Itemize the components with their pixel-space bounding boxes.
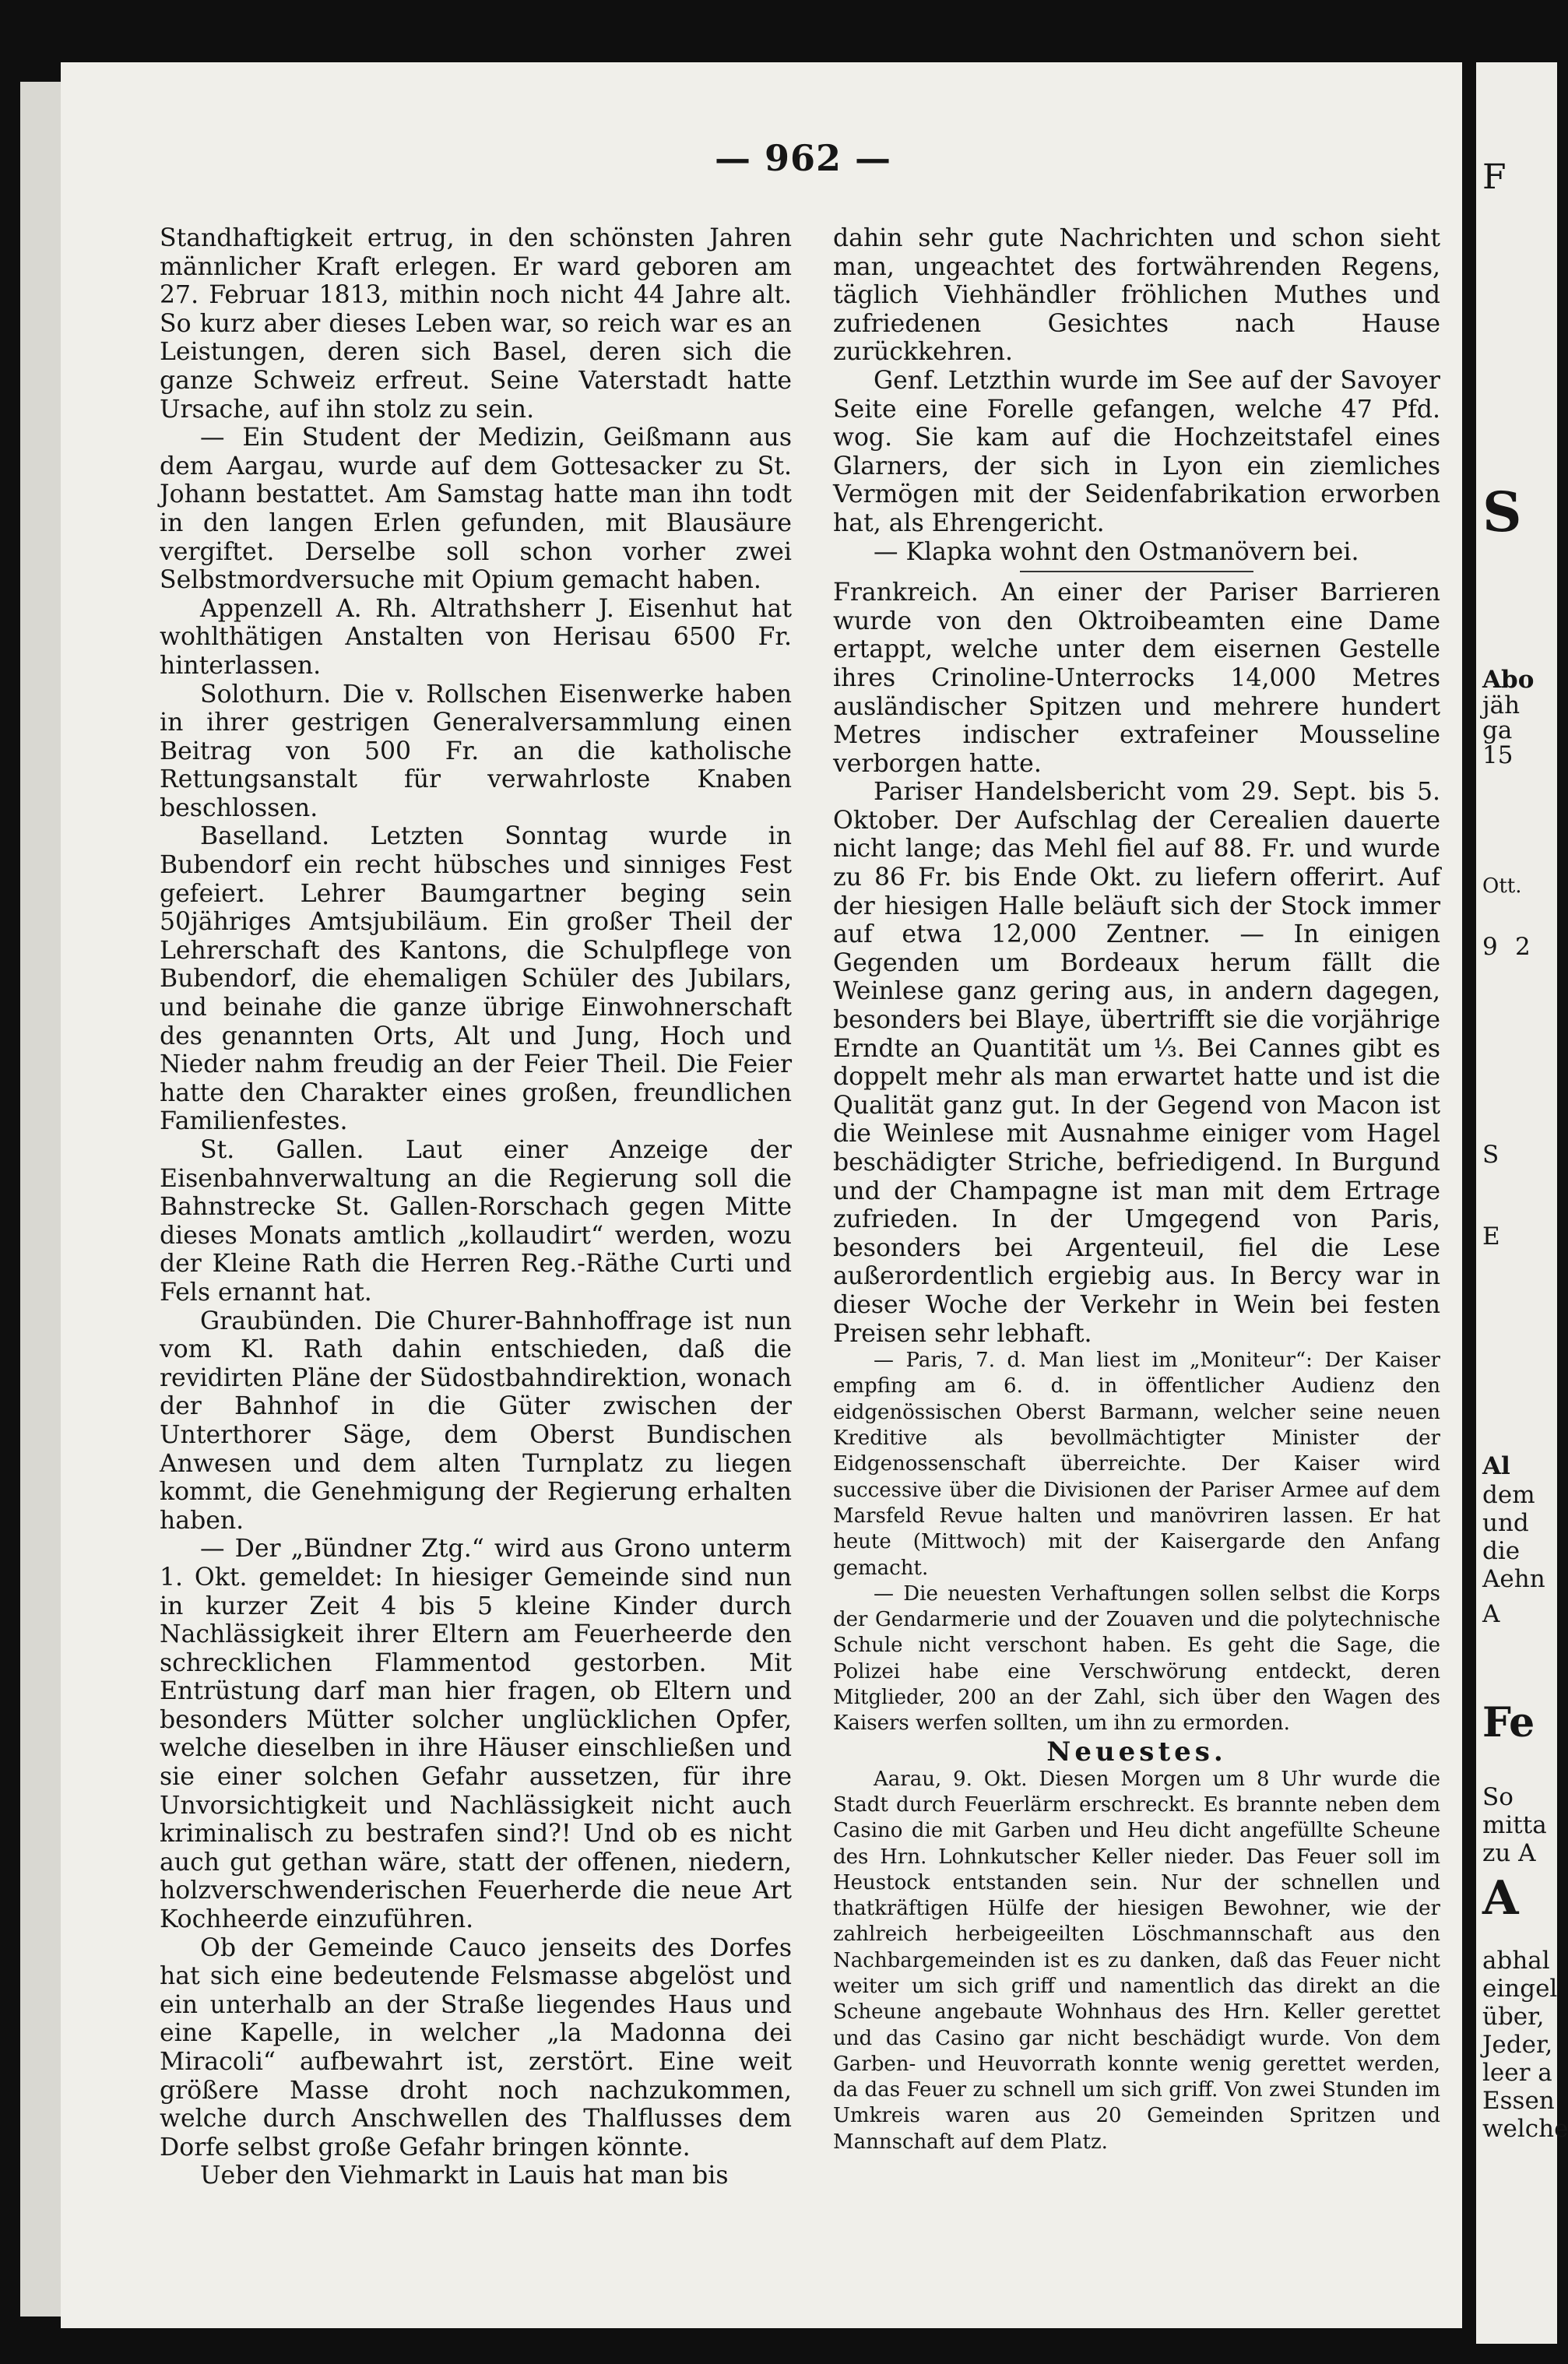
adjacent-page [1476, 62, 1568, 2344]
adjacent-fragment: Ott. [1482, 874, 1522, 898]
right-column [833, 224, 1440, 2155]
adjacent-fragment: eingel [1482, 1975, 1558, 2003]
adjacent-fragment: die [1482, 1537, 1521, 1565]
paragraph: Appenzell A. Rh. Altrathsherr J. Eisenhut hat wohlthätigen Anstalten von Herisau 6500 Fr. hinterlassen. [160, 594, 792, 680]
paragraph: Genf. Letzthin wurde im See auf der Savoyer Seite eine Forelle gefangen, welche 47 Pfd. wog. Sie kam auf die Hochzeitstafel eines Glarners, der sich in Lyon ein ziemliches Vermögen mit der Seidenfabrikation erworben hat, als Ehrengericht. [833, 366, 1440, 537]
adjacent-fragment: mitta [1482, 1811, 1547, 1839]
paragraph: Ob der Gemeinde Cauco jenseits des Dorfes hat sich eine bedeutende Felsmasse abgelöst und ein unterhalb an der Straße liegendes Haus und eine Kapelle, in welcher „la Madonna dei Miracoli“ aufbewahrt ist, zerstört. Eine weit größere Masse droht noch nachzukommen, welche durch Anschwellen des Thalflusses dem Dorfe selbst große Gefahr bringen könnte. [160, 1933, 792, 2162]
paragraph: — Der „Bündner Ztg.“ wird aus Grono unterm 1. Okt. gemeldet: In hiesiger Gemeinde sind nun in kurzer Zeit 4 bis 5 kleine Kinder durch Nachlässigkeit ihrer Eltern am Feuerheerde den schrecklichen Flammentod gestorben. Mit Entrüstung darf man hier fragen, ob Eltern und besonders Mütter solcher unglücklichen Opfer, welche dieselben in ihre Häuser einschließen und sie einer solchen Gefahr aussetzen, für ihre Unvorsichtigkeit und Nachlässigkeit nicht auch kriminalisch zu bestrafen sind?! Und ob es nicht auch gut gethan wäre, statt der offenen, niedern, holzverschwenderischen Feuerherde die neue Art Kochheerde einzuführen. [160, 1535, 792, 1934]
paragraph: — Paris, 7. d. Man liest im „Moniteur“: Der Kaiser empfing am 6. d. in öffentlicher Audienz den eidgenössischen Oberst Barmann, welcher seine neuen Kreditive als bevollmächtigter Minister der Eidgenossenschaft überreichte. Der Kaiser wird successive über die Divisionen der Pariser Armee auf dem Marsfeld Revue halten und manövriren lassen. Er hat heute (Mittwoch) mit der Kaisergarde den Anfang gemacht. [833, 1349, 1440, 1580]
paragraph: Aarau, 9. Okt. Diesen Morgen um 8 Uhr wurde die Stadt durch Feuerlärm erschreckt. Es brannte neben dem Casino die mit Garben und Heu dicht angefüllte Scheune des Hrn. Lohnkutscher Keller nieder. Das Feuer soll im Heustock entstanden sein. Nur der schnellen und thatkräftigen Hülfe der hiesigen Bewohner, wie der zahlreich herbeigeeilten Löschmannschaft aus den Nachbargemeinden ist es zu danken, daß das Feuer nicht weiter um sich griff und namentlich das direkt an die Scheune angebaute Wohnhaus des Hrn. Keller gerettet und das Casino gar nicht beschädigt wurde. Von dem Garben- und Heuvorrath konnte wenig gerettet werden, da das Feuer zu schnell um sich griff. Von zwei Stunden im Umkreis waren aus 20 Gemeinden Spritzen und Mannschaft auf dem Platz. [833, 1767, 1440, 2154]
paragraph: Graubünden. Die Churer-Bahnhoffrage ist nun vom Kl. Rath dahin entschieden, daß die revidirten Pläne der Südostbahndirektion, wonach der Bahnhof in die Güter zwischen der Unterthorer Säge, dem Oberst Bundischen Anwesen und dem alten Turnplatz zu liegen kommt, die Genehmigung der Regierung erhalten haben. [160, 1307, 792, 1535]
paragraph: — Die neuesten Verhaftungen sollen selbst die Korps der Gendarmerie und der Zouaven und die polytechnische Schule nicht verschont haben. Es geht die Sage, die Polizei habe eine Verschwörung entdeckt, deren Mitglieder, 200 an der Zahl, sich über den Wagen des Kaisers werfen sollten, um ihn zu ermorden. [833, 1581, 1440, 1736]
adjacent-fragment: 9 [1482, 933, 1498, 961]
left-column [160, 224, 792, 2190]
adjacent-fragment: leer a [1482, 2059, 1552, 2087]
paragraph: — Ein Student der Medizin, Geißmann aus dem Aargau, wurde auf dem Gottesacker zu St. Johann bestattet. Am Samstag hatte man ihn todt in den langen Erlen gefunden, mit Blausäure vergiftet. Derselbe soll schon vorher zwei Selbstmordversuche mit Opium gemacht haben. [160, 424, 792, 595]
adjacent-fragment: Jeder, [1482, 2031, 1553, 2059]
adjacent-fragment: So [1482, 1783, 1514, 1811]
adjacent-fragment: A [1482, 1600, 1500, 1628]
adjacent-fragment: dem [1482, 1481, 1535, 1509]
adjacent-fragment: S [1482, 1141, 1499, 1169]
paragraph: Baselland. Letzten Sonntag wurde in Bubendorf ein recht hübsches und sinniges Fest gefeiert. Lehrer Baumgartner beging sein 50jähriges Amtsjubiläum. Ein großer Theil der Lehrerschaft des Kantons, die Schulpflege von Bubendorf, die ehemaligen Schüler des Jubilars, und beinahe die ganze übrige Einwohnerschaft des genannten Orts, Alt und Jung, Hoch und Nieder nahm freudig an der Feier Theil. Die Feier hatte den Charakter eines großen, freundlichen Familienfestes. [160, 822, 792, 1136]
adjacent-fragment: F [1482, 157, 1506, 197]
paragraph: St. Gallen. Laut einer Anzeige der Eisenbahnverwaltung an die Regierung soll die Bahnstrecke St. Gallen-Rorschach gegen Mitte dieses Monats amtlich „kollaudirt“ werden, wozu der Kleine Rath die Herren Reg.-Räthe Curti und Fels ernannt hat. [160, 1136, 792, 1307]
adjacent-fragment: 15 [1482, 741, 1514, 769]
section-divider [1020, 571, 1253, 572]
adjacent-fragment: Essen [1482, 2087, 1555, 2115]
adjacent-fragment: E [1482, 1222, 1500, 1251]
adjacent-fragment: 2 [1515, 933, 1531, 961]
adjacent-fragment: abhal [1482, 1947, 1550, 1975]
adjacent-fragment: zu A [1482, 1839, 1536, 1867]
adjacent-fragment: und [1482, 1509, 1529, 1537]
adjacent-fragment: ga [1482, 716, 1513, 744]
adjacent-fragment: jäh [1482, 691, 1521, 719]
adjacent-fragment: S [1482, 480, 1522, 544]
page-edge [20, 82, 61, 2317]
adjacent-fragment: A [1482, 1871, 1519, 1926]
paragraph: dahin sehr gute Nachrichten und schon sieht man, ungeachtet des fortwährenden Regens, täglich Viehhändler fröhlichen Muthes und zufriedenen Gesichtes nach Hause zurückkehren. [833, 224, 1440, 367]
paragraph: Frankreich. An einer der Pariser Barrieren wurde von den Oktroibeamten eine Dame ertappt, welche unter dem eisernen Gestelle ihres Crinoline-Unterrocks 14,000 Metres ausländischer Spitzen und mehrere hundert Metres indischer extrafeiner Mousseline verborgen hatte. [833, 579, 1440, 778]
paragraph: Pariser Handelsbericht vom 29. Sept. bis 5. Oktober. Der Aufschlag der Cerealien dauerte nicht lange; das Mehl fiel auf 88. Fr. und wurde zu 86 Fr. bis Ende Okt. zu liefern offerirt. Auf der hiesigen Halle beläuft sich der Stock immer auf etwa 12,000 Zentner. — In einigen Gegenden um Bordeaux herum fällt die Weinlese ganz gering aus, in andern dagegen, besonders bei Blaye, übertrifft sie die vorjährige Erndte an Quantität um ⅓. Bei Cannes gibt es doppelt mehr als man erwartet hatte und ist die Qualität ganz gut. In der Gegend von Macon ist die Weinlese mit Ausnahme einiger vom Hagel beschädigter Striche, befriedigend. In Burgund und der Champagne ist man mit dem Ertrage zufrieden. In der Umgegend von Paris, besonders bei Argenteuil, fiel die Lese außerordentlich ergiebig aus. In Bercy war in dieser Woche der Verkehr in Wein bei festen Preisen sehr lebhaft. [833, 778, 1440, 1348]
section-heading: Neuestes. [1046, 1736, 1227, 1768]
adjacent-fragment: Al [1482, 1452, 1510, 1480]
adjacent-fragment: Aehn [1482, 1565, 1545, 1593]
adjacent-fragment: über, [1482, 2003, 1545, 2031]
adjacent-fragment: welche [1482, 2115, 1568, 2143]
paragraph: Ueber den Viehmarkt in Lauis hat man bis [200, 2162, 729, 2190]
adjacent-fragment: Fe [1482, 1699, 1535, 1747]
paragraph: — Klapka wohnt den Ostmanövern bei. [874, 537, 1359, 566]
adjacent-fragment: Abo [1482, 666, 1535, 694]
paragraph: Standhaftigkeit ertrug, in den schönsten Jahren männlicher Kraft erlegen. Er ward geboren am 27. Februar 1813, mithin noch nicht 44 Jahre alt. So kurz aber dieses Leben war, so reich war es an Leistungen, deren sich Basel, deren sich die ganze Schweiz erfreut. Seine Vaterstadt hatte Ursache, auf ihn stolz zu sein. [160, 224, 792, 424]
paragraph: Solothurn. Die v. Rollschen Eisenwerke haben in ihrer gestrigen Generalversammlung einen Beitrag von 500 Fr. an die katholische Rettungsanstalt für verwahrloste Knaben beschlossen. [160, 680, 792, 822]
page-number: — 962 — [715, 137, 892, 179]
